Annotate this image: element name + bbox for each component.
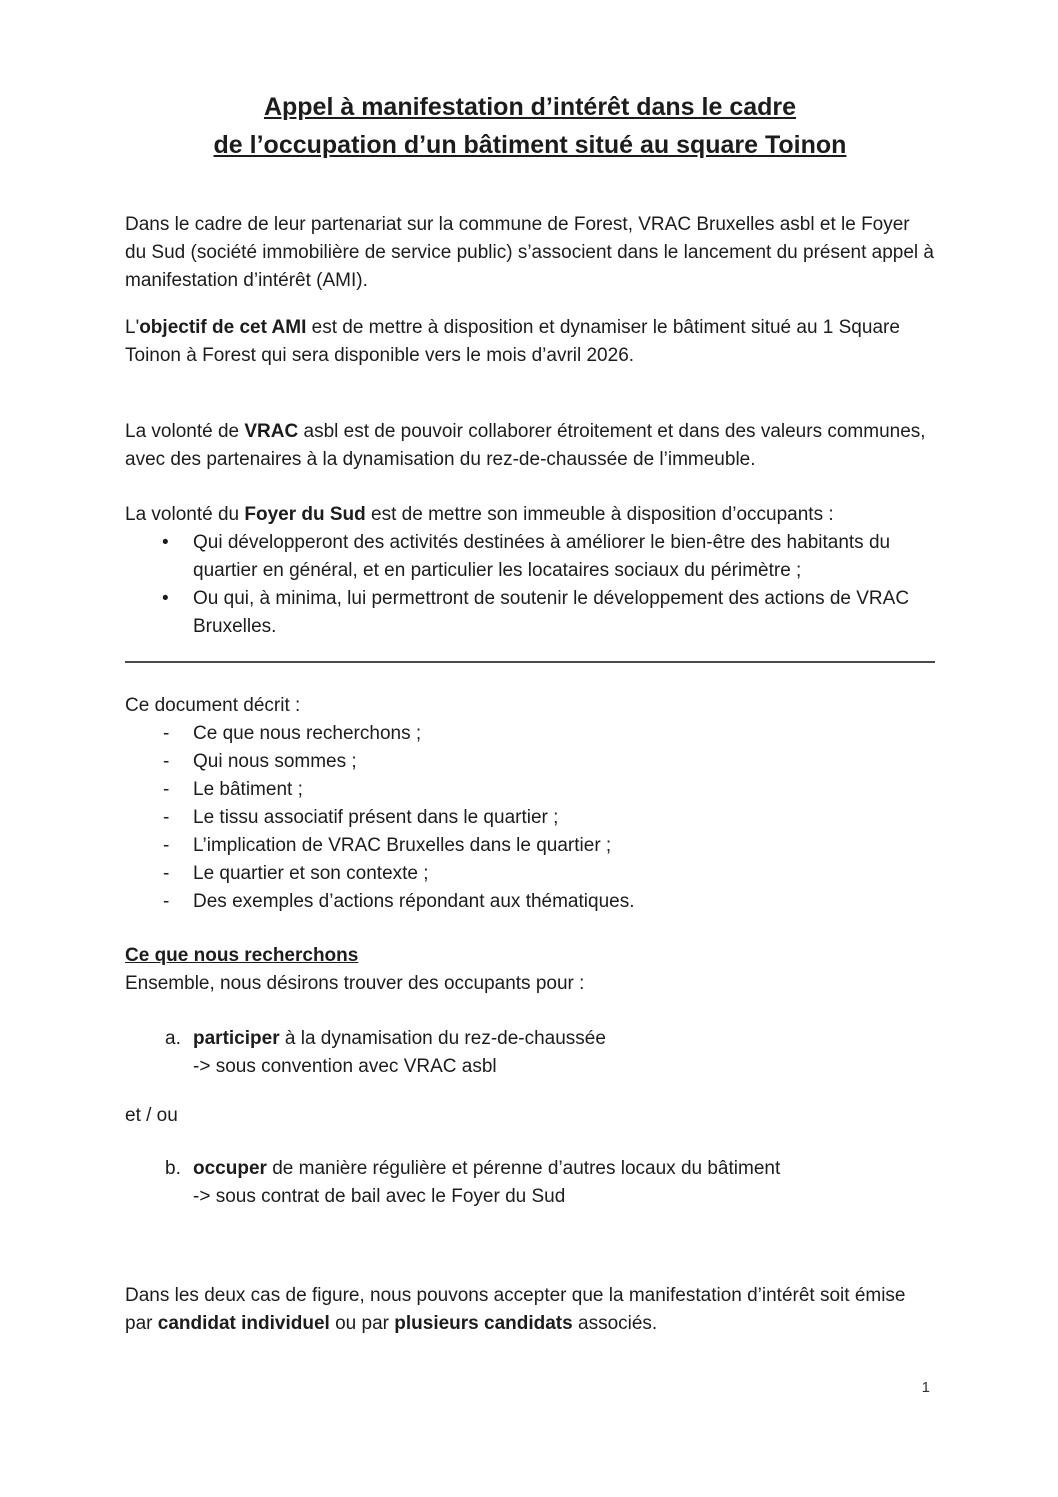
option-b-text (193, 1155, 935, 1183)
option-b-subtext: -> sous contrat de bail avec le Foyer du Sud (193, 1186, 566, 1207)
toc-dash-list (125, 720, 935, 916)
option-a-label: a. (165, 1028, 181, 1049)
vrac-post: asbl est de pouvoir collaborer étroitement et dans des valeurs communes, avec des partenaires à la dynamisation du rez-de-chaussée de l’immeuble. (125, 421, 926, 470)
foyer-pre: La volonté du (125, 504, 245, 525)
option-b-item (125, 1155, 935, 1211)
title-line-1: Appel à manifestation d’intérêt dans le cadre (263, 93, 797, 121)
foyer-post: est de mettre son immeuble à disposition d’occupants : (365, 504, 834, 525)
toc-item: - Qui nous sommes ; (125, 748, 935, 776)
closing-bold-multiple: plusieurs candidats (394, 1313, 573, 1334)
closing-mid: ou par (329, 1313, 395, 1334)
intro-paragraph-objective (125, 314, 935, 370)
objective-pre: L' (125, 317, 140, 338)
and-or-connector: et / ou (125, 1105, 178, 1126)
bullet-item: • Qui développeront des activités destinées à améliorer le bien-être des habitants du quartier en général, et en particulier les locataires sociaux du périmètre ; (125, 529, 935, 585)
vrac-pre: La volonté de (125, 421, 245, 442)
title-line-2: de l’occupation d’un bâtiment situé au square Toinon (213, 131, 847, 159)
option-a-subtext: -> sous convention avec VRAC asbl (193, 1056, 497, 1077)
document-title (125, 88, 935, 164)
option-a-text (193, 1025, 935, 1053)
objective-post: est de mettre à disposition et dynamiser le bâtiment situé au 1 Square Toinon à Forest qui sera disponible vers le mois d’avril 2026. (125, 317, 900, 366)
closing-paragraph (125, 1282, 935, 1338)
toc-item: - Le quartier et son contexte ; (125, 860, 935, 888)
occupants-bullet-list (125, 529, 935, 641)
toc-item: - Le tissu associatif présent dans le quartier ; (125, 804, 935, 832)
intro-paragraph-partnership: Dans le cadre de leur partenariat sur la commune de Forest, VRAC Bruxelles asbl et le Foyer du Sud (société immobilière de service public) s’associent dans le lancement du présent appel à manifestation d’intérêt (AMI). (125, 214, 934, 291)
vrac-bold: VRAC (244, 421, 299, 442)
option-a-item (125, 1025, 935, 1081)
option-b-bold: occuper (193, 1158, 267, 1179)
section-heading-what-we-seek: Ce que nous recherchons (125, 945, 359, 966)
option-b-label: b. (165, 1158, 181, 1179)
toc-item: - L’implication de VRAC Bruxelles dans le quartier ; (125, 832, 935, 860)
toc-item: - Des exemples d’actions répondant aux thématiques. (125, 888, 935, 916)
toc-item: - Ce que nous recherchons ; (125, 720, 935, 748)
option-b-rest: de manière régulière et pérenne d’autres locaux du bâtiment (266, 1158, 781, 1179)
toc-item: - Le bâtiment ; (125, 776, 935, 804)
paragraph-vrac-will (125, 418, 935, 474)
closing-post: associés. (572, 1313, 658, 1334)
toc-intro: Ce document décrit : (125, 695, 301, 716)
closing-bold-individual: candidat individuel (157, 1313, 330, 1334)
objective-bold: objectif de cet AMI (139, 317, 307, 338)
option-a-rest: à la dynamisation du rez-de-chaussée (279, 1028, 606, 1049)
page-number: 1 (921, 1379, 930, 1396)
closing-pre: Dans les deux cas de figure, nous pouvons accepter que la manifestation d’intérêt soit émise par (125, 1285, 906, 1334)
horizontal-divider (125, 661, 935, 663)
option-a-bold: participer (193, 1028, 280, 1049)
bullet-item: • Ou qui, à minima, lui permettront de soutenir le développement des actions de VRAC Bruxelles. (125, 585, 935, 641)
paragraph-foyer-will (125, 501, 935, 529)
foyer-bold: Foyer du Sud (244, 504, 366, 525)
search-intro: Ensemble, nous désirons trouver des occupants pour : (125, 973, 585, 994)
